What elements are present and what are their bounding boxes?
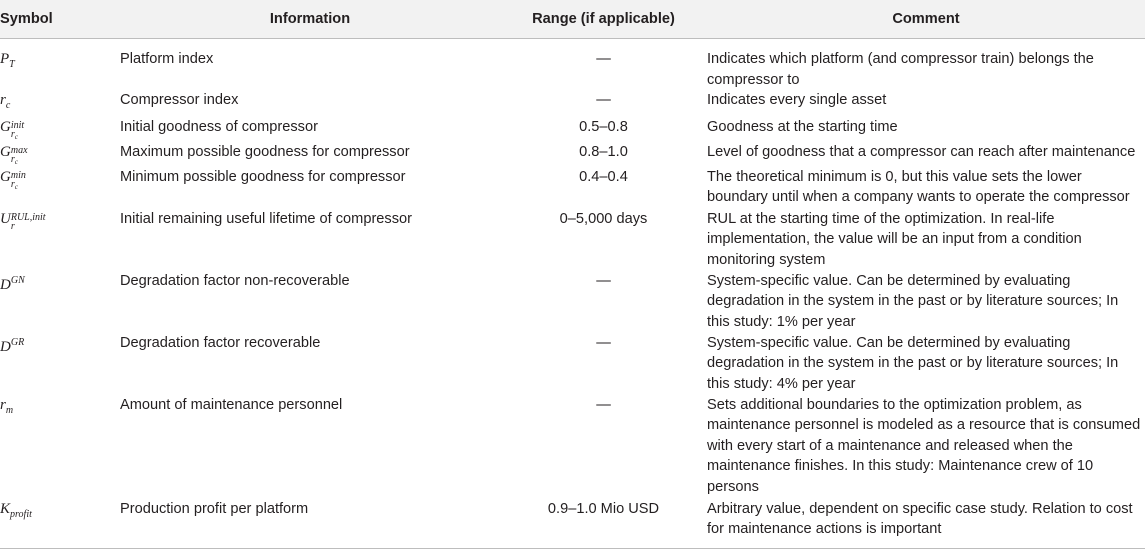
table-row [0,499,1145,549]
information-cell: Initial goodness of compressor [120,118,318,135]
symbol-superscript: RUL,init [10,211,46,223]
symbol-cell [0,90,120,117]
symbol-subscript: m [5,404,14,416]
symbol-base: G [0,168,11,185]
information-cell: Degradation factor recoverable [120,334,321,351]
symbol [0,168,26,191]
symbol-base: D [0,338,11,355]
information-cell: Minimum possible goodness for compressor [120,168,406,185]
symbol-cell [0,167,120,209]
symbol-subscript-main: r [10,128,15,140]
symbol-cell [0,395,120,499]
comment-cell: Level of goodness that a compressor can reach after maintenance [707,143,1136,160]
symbol-subscript-nested: c [14,182,18,191]
information-cell: Platform index [120,51,214,67]
table-body [0,39,1145,549]
symbol-superscript: init [10,119,25,131]
information-cell: Maximum possible goodness for compressor [120,143,410,160]
symbol-base: K [0,500,11,517]
information-cell: Production profit per platform [120,499,500,549]
range-cell: — [596,51,611,67]
symbol-subscript [11,180,26,192]
symbol-cell [0,142,120,167]
symbol [0,118,25,141]
symbol [0,500,32,520]
symbol [0,396,14,416]
range-cell: 0.8–1.0 [579,143,628,160]
comment-cell: The theoretical minimum is 0, but this value sets the lower boundary until when a company wants to operate the compressor [707,168,1130,205]
information-cell: Initial remaining useful lifetime of compressor [120,210,412,227]
header-comment: Comment [707,0,1145,39]
table-row [0,395,1145,499]
table-row [0,167,1145,209]
symbol-superscript: max [10,144,28,156]
symbol-subscript [11,222,46,231]
symbol [0,92,11,111]
symbol [0,274,25,293]
symbol-base: r [0,92,6,108]
table-row [0,90,1145,117]
table-header [0,0,1145,39]
symbol-subscript: T [9,59,15,70]
comment-cell: System-specific value. Can be determined by evaluating degradation in the system in the past or by literature sources; In this study: 1% per year [707,272,1119,330]
symbol-subscript-main: r [10,178,15,190]
comment-cell: System-specific value. Can be determined by evaluating degradation in the system in the past or by literature sources; In this study: 4% per year [707,334,1119,392]
range-cell: — [596,272,611,289]
symbol-subscript [11,155,28,167]
symbol-base: D [0,276,11,293]
header-symbol: Symbol [0,0,120,39]
symbol-base: G [0,118,11,135]
range-cell: — [596,92,611,108]
range-cell: — [596,334,611,351]
range-cell: — [596,396,611,413]
symbol-base: P [0,51,10,67]
symbol-indices [11,213,46,231]
table-row [0,117,1145,142]
symbol [0,336,25,355]
table-row [0,39,1145,91]
symbol-cell [0,271,120,333]
symbol-cell [0,117,120,142]
comment-cell: Goodness at the starting time [707,118,898,135]
range-cell: 0.5–0.8 [579,118,628,135]
symbol-superscript: GR [10,336,25,348]
symbol-subscript [11,130,24,142]
table-row [0,142,1145,167]
information-cell: Compressor index [120,92,239,108]
symbol-subscript: profit [10,508,32,520]
symbol-subscript-main: r [10,153,15,165]
symbol-subscript-nested: c [14,132,18,141]
information-cell: Amount of maintenance personnel [120,396,343,413]
symbol-cell [0,39,120,91]
symbol-superscript: min [10,169,26,181]
symbol-subscript-nested: c [14,157,18,166]
symbol-subscript: c [5,100,11,111]
symbol [0,143,28,166]
symbol [0,51,15,70]
symbol-indices [11,171,26,192]
symbol-indices [11,146,28,167]
symbol [0,210,46,232]
table-row [0,271,1145,333]
symbol-superscript: GN [10,274,25,286]
header-information: Information [120,0,500,39]
symbol-cell [0,333,120,395]
range-cell: 0.9–1.0 Mio USD [500,499,707,549]
table-row [0,209,1145,271]
symbol-subscript-main: r [10,220,15,232]
symbol-indices [11,121,24,142]
symbol-base: U [0,210,11,227]
comment-cell: Arbitrary value, dependent on specific case study. Relation to cost for maintenance actions is important [707,499,1145,549]
information-cell: Degradation factor non-recoverable [120,272,350,289]
symbol-cell [0,499,120,549]
range-cell: 0–5,000 days [559,210,648,227]
header-row [0,0,1145,39]
range-cell: 0.4–0.4 [579,168,628,185]
comment-cell: Sets additional boundaries to the optimization problem, as maintenance personnel is modeled as a resource that is consumed with every start of a maintenance and released when the maintenance finishes. In this study: Maintenance crew of 10 persons [707,396,1141,495]
comment-cell: RUL at the starting time of the optimization. In real-life implementation, the value will be an input from a condition monitoring system [707,210,1082,268]
table-row [0,333,1145,395]
symbol-cell [0,209,120,271]
symbol-base: r [0,396,6,413]
comment-cell: Indicates which platform (and compressor train) belongs the compressor to [707,51,1094,88]
comment-cell: Indicates every single asset [707,92,887,108]
symbol-base: G [0,143,11,160]
header-range: Range (if applicable) [500,0,707,39]
